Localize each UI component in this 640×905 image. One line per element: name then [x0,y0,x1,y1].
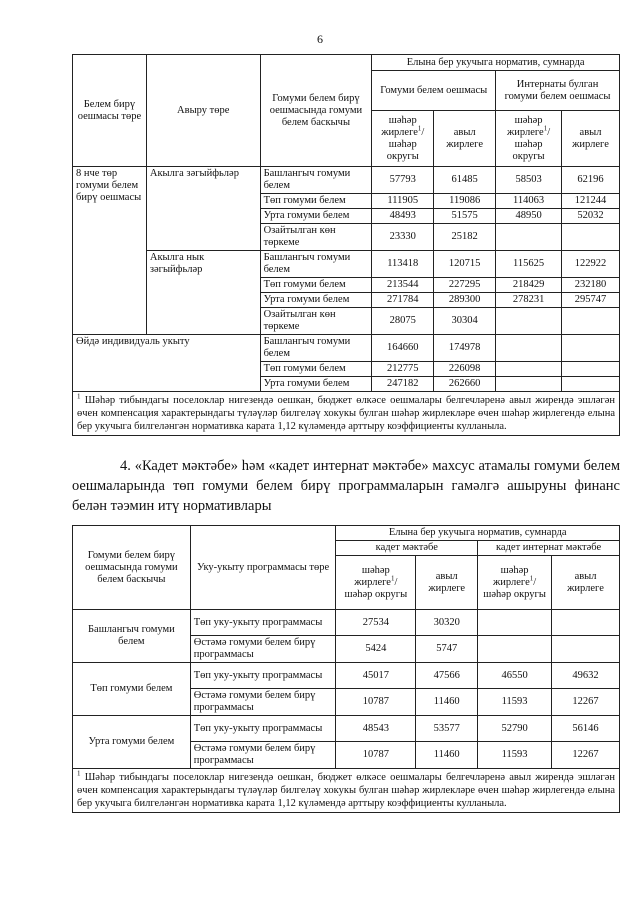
header-org-type: Белем бирү оешмасы төре [73,55,147,167]
disease-cell: Акылга зәгыйфьләр [146,167,260,251]
value-cell: 52790 [478,716,552,742]
value-cell [496,362,562,377]
value-cell: 57793 [372,167,434,194]
value-cell: 62196 [562,167,620,194]
value-cell: 115625 [496,251,562,278]
level-cell: Урта гомуми белем [73,716,191,769]
header-city-cadet: шәһәр жирлеге$^1$/ шәһәр округы [336,556,416,610]
value-cell [496,224,562,251]
level-cell: Төп гомуми белем [73,663,191,716]
value-cell [562,224,620,251]
level-cell: Башлангыч гомуми белем [260,167,372,194]
section-heading: 4. «Кадет мәктәбе» һәм «кадет интернат мәктәбе» махсус атамалы гомуми белем оешмаларында төп гомуми белем бирү программаларын гамәлгә ашыруны финанс белән тәэмин итү нормативлары [72,458,620,514]
value-cell [496,308,562,335]
value-cell: 48543 [336,716,416,742]
header-village-boarding: авыл жирлеге [562,111,620,167]
value-cell: 45017 [336,663,416,689]
value-cell: 11460 [416,689,478,716]
value-cell: 58503 [496,167,562,194]
value-cell: 247182 [372,377,434,392]
value-cell: 227295 [434,278,496,293]
value-cell: 262660 [434,377,496,392]
value-cell: 10787 [336,689,416,716]
value-cell: 226098 [434,362,496,377]
footnote: $^1$ Шәһәр тибындагы поселоклар нигезендә оешкан, бюджет өлкәсе оешмалары белгечләренә авыл жирендә эшләгән өчен компенсация характерындагы түләүләр билгеләү хокукы булган шәһәр жирлекләре өчен шәһәр жирлегендә елына бер укучыга билгеләнгән нормативка карата 1,12 күләмендә арттыру коэффициенты кулланыла. [73,769,620,813]
header-education-level: Гомуми белем бирү оешмасында гомуми белем баскычы [73,526,191,610]
program-cell: Төп уку-укыту программасы [190,610,336,636]
header-norm-group: Елына бер укучыга норматив, сумнарда [336,526,620,541]
value-cell: 48950 [496,209,562,224]
header-general-org: Гомуми белем оешмасы [372,71,496,111]
value-cell: 10787 [336,742,416,769]
header-city-general: шәһәр жирлеге$^1$/ шәһәр округы [372,111,434,167]
level-cell: Урта гомуми белем [260,209,372,224]
value-cell: 11593 [478,742,552,769]
value-cell: 12267 [552,689,620,716]
header-disease-type: Авыру төре [146,55,260,167]
value-cell: 61485 [434,167,496,194]
level-cell: Төп гомуми белем [260,278,372,293]
level-cell: Төп гомуми белем [260,194,372,209]
header-city-boarding: шәһәр жирлеге$^1$/ шәһәр округы [478,556,552,610]
level-cell: Озайтылган көн төркеме [260,224,372,251]
header-city-boarding: шәһәр жирлеге$^1$/ шәһәр округы [496,111,562,167]
value-cell: 49632 [552,663,620,689]
value-cell: 278231 [496,293,562,308]
program-cell: Өстәмә гомуми белем бирү программасы [190,636,336,663]
value-cell: 30304 [434,308,496,335]
header-norm-group: Елына бер укучыга норматив, сумнарда [372,55,620,71]
value-cell: 289300 [434,293,496,308]
value-cell: 5424 [336,636,416,663]
value-cell [562,377,620,392]
program-cell: Өстәмә гомуми белем бирү программасы [190,689,336,716]
program-cell: Төп уку-укыту программасы [190,716,336,742]
value-cell: 53577 [416,716,478,742]
program-cell: Төп уку-укыту программасы [190,663,336,689]
header-village-cadet: авыл жирлеге [416,556,478,610]
value-cell: 113418 [372,251,434,278]
value-cell [552,636,620,663]
value-cell: 47566 [416,663,478,689]
value-cell: 11593 [478,689,552,716]
header-boarding-org: Интернаты булган гомуми белем оешмасы [496,71,620,111]
value-cell [496,377,562,392]
program-cell: Өстәмә гомуми белем бирү программасы [190,742,336,769]
level-cell: Урта гомуми белем [260,293,372,308]
value-cell: 52032 [562,209,620,224]
value-cell: 111905 [372,194,434,209]
disease-cell: Акылга нык зәгыйфьләр [146,251,260,335]
normatives-table-cadet-schools [72,525,620,813]
header-cadet-school: кадет мәктәбе [336,541,478,556]
value-cell: 27534 [336,610,416,636]
value-cell: 28075 [372,308,434,335]
value-cell [562,308,620,335]
value-cell [478,636,552,663]
value-cell: 120715 [434,251,496,278]
value-cell [562,362,620,377]
value-cell [562,335,620,362]
value-cell: 295747 [562,293,620,308]
value-cell: 218429 [496,278,562,293]
footnote: $^1$ Шәһәр тибындагы поселоклар нигезендә оешкан, бюджет өлкәсе оешмалары белгечләренә авыл жирендә эшләгән өчен компенсация характерындагы түләүләр билгеләү хокукы булган шәһәр жирлекләре өчен шәһәр жирлегендә елына бер укучыга билгеләнгән нормативка карата 1,12 күләмендә арттыру коэффициенты кулланыла. [73,392,620,436]
value-cell: 25182 [434,224,496,251]
value-cell: 12267 [552,742,620,769]
value-cell: 114063 [496,194,562,209]
level-cell: Башлангыч гомуми белем [73,610,191,663]
value-cell: 30320 [416,610,478,636]
level-cell: Озайтылган көн төркеме [260,308,372,335]
level-cell: Башлангыч гомуми белем [260,251,372,278]
value-cell: 212775 [372,362,434,377]
value-cell: 56146 [552,716,620,742]
value-cell: 232180 [562,278,620,293]
value-cell [478,610,552,636]
value-cell [552,610,620,636]
value-cell: 121244 [562,194,620,209]
value-cell: 164660 [372,335,434,362]
org-type-cell: 8 нче төр гомуми белем бирү оешмасы [73,167,147,335]
value-cell [496,335,562,362]
value-cell: 51575 [434,209,496,224]
value-cell: 119086 [434,194,496,209]
header-education-level: Гомуми белем бирү оешмасында гомуми белем баскычы [260,55,372,167]
header-village-general: авыл жирлеге [434,111,496,167]
value-cell: 11460 [416,742,478,769]
level-cell: Башлангыч гомуми белем [260,335,372,362]
header-village-boarding: авыл жирлеге [552,556,620,610]
level-cell: Төп гомуми белем [260,362,372,377]
value-cell: 46550 [478,663,552,689]
value-cell: 5747 [416,636,478,663]
value-cell: 213544 [372,278,434,293]
home-schooling-cell: Өйдә индивидуаль укыту [73,335,261,392]
value-cell: 122922 [562,251,620,278]
level-cell: Урта гомуми белем [260,377,372,392]
header-cadet-boarding: кадет интернат мәктәбе [478,541,620,556]
normatives-table-special-schools [72,54,620,436]
value-cell: 23330 [372,224,434,251]
header-program-type: Уку-укыту программасы төре [190,526,336,610]
value-cell: 48493 [372,209,434,224]
value-cell: 174978 [434,335,496,362]
page-number: 6 [317,32,323,46]
value-cell: 271784 [372,293,434,308]
